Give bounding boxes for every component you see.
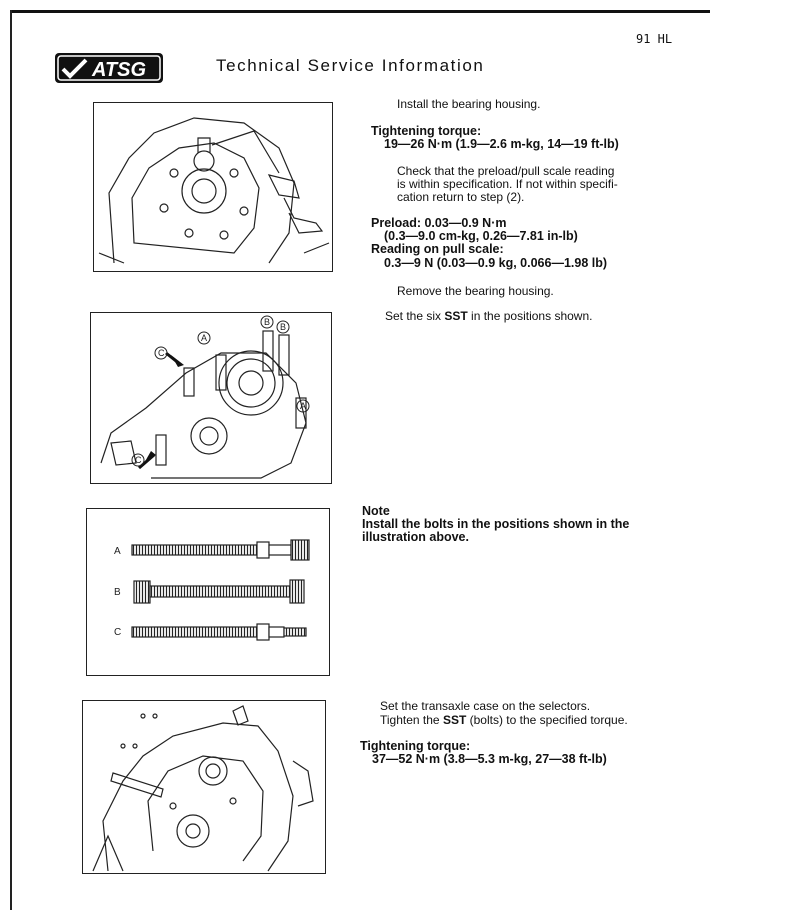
svg-text:C: C — [158, 348, 165, 358]
step1-torque-heading: Tightening torque: — [371, 124, 482, 138]
svg-text:A: A — [300, 401, 307, 411]
svg-text:C: C — [135, 455, 142, 465]
note-heading: Note — [362, 504, 390, 518]
step1-torque-value: 19—26 N·m (1.9—2.6 m-kg, 14—19 ft-lb) — [384, 137, 619, 151]
bolt-label-a: A — [114, 546, 121, 557]
top-rule — [10, 10, 710, 13]
step1-check-line-1: Check that the preload/pull scale reading — [397, 164, 615, 178]
step2-instruction: Set the six SST in the positions shown. — [385, 309, 593, 323]
page-number: 91 HL — [636, 32, 673, 46]
step3-line-1: Set the transaxle case on the selectors. — [380, 699, 591, 713]
note-line-1: Install the bolts in the positions shown in the — [362, 517, 630, 531]
step3-torque-heading: Tightening torque: — [360, 739, 471, 753]
reading-value: 0.3—9 N (0.03—0.9 kg, 0.066—1.98 lb) — [384, 256, 608, 270]
bolt-label-b: B — [114, 587, 121, 598]
step1-check-line-3: cation return to step (2). — [397, 190, 525, 204]
preload-heading: Preload: 0.03—0.9 N·m — [371, 216, 507, 230]
step1-check-line-2: is within specification. If not within specifi- — [397, 177, 618, 191]
step3-line-2: Tighten the SST (bolts) to the specified torque. — [380, 713, 628, 727]
page-title: Technical Service Information — [216, 56, 485, 75]
step3-torque-value: 37—52 N·m (3.8—5.3 m-kg, 27—38 ft-lb) — [372, 752, 607, 766]
step1-remove: Remove the bearing housing. — [397, 284, 554, 298]
bolt-label-c: C — [114, 627, 122, 638]
left-rule — [10, 10, 12, 910]
figure-transaxle-case — [82, 700, 326, 874]
figure-bolts — [86, 508, 330, 676]
note-line-2: illustration above. — [362, 530, 469, 544]
svg-text:B: B — [264, 317, 271, 327]
svg-text:A: A — [201, 333, 208, 343]
step1-instruction: Install the bearing housing. — [397, 97, 541, 111]
svg-text:B: B — [280, 322, 287, 332]
logo-text: ATSG — [92, 59, 147, 81]
figure-bearing-housing — [93, 102, 333, 272]
reading-heading: Reading on pull scale: — [371, 242, 504, 256]
preload-value: (0.3—9.0 cm-kg, 0.26—7.81 in-lb) — [384, 229, 578, 243]
atsg-logo — [54, 52, 164, 84]
figure-sst-positions — [90, 312, 332, 484]
